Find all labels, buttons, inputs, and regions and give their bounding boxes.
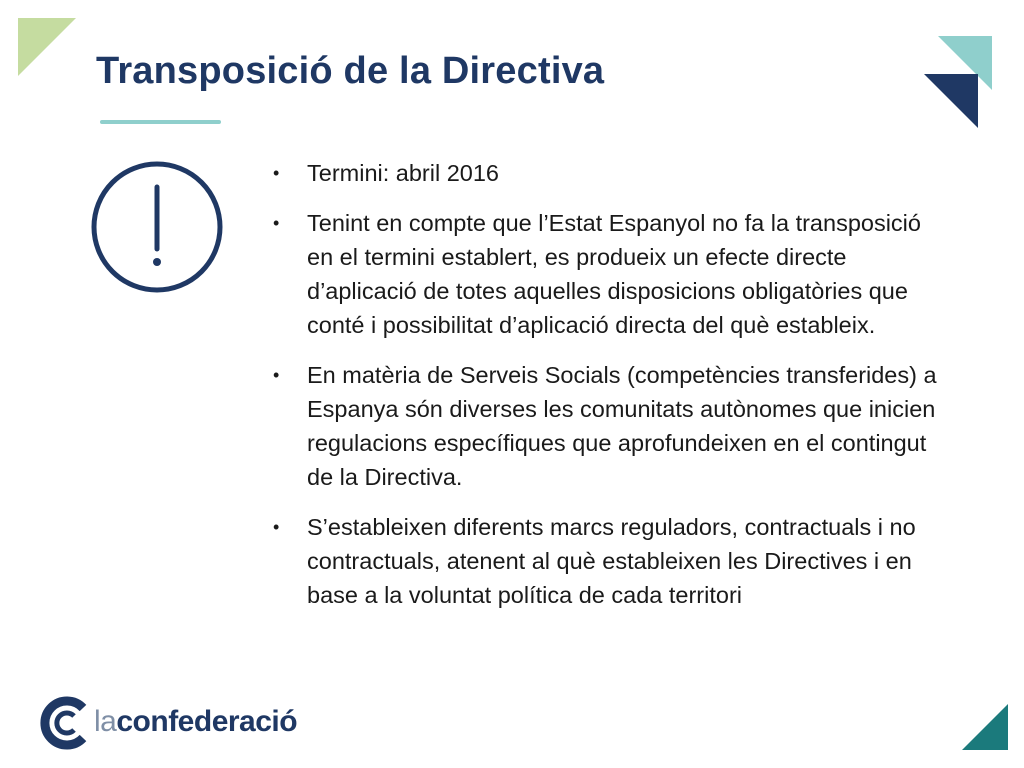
bullet-text: S’estableixen diferents marcs reguladors, contractuals i no contractuals, atenent al què estableixen les Directives i en base a la voluntat política de cada territori	[307, 514, 916, 608]
logo-wordmark	[94, 704, 297, 740]
bullet-text: En matèria de Serveis Socials (competències transferides) a Espanya són diverses les comunitats autònomes que inicien regulacions específiques que aprofundeixen en el contingut de la Directiva.	[307, 362, 937, 490]
bullet-text: Tenint en compte que l’Estat Espanyol no fa la transposició en el termini establert, es produeix un efecte directe d’aplicació de totes aquelles disposicions obligatòries que conté i possibilitat d’aplicació directa del què estableix.	[307, 210, 921, 338]
bullet-marker: •	[273, 163, 280, 183]
bullet-marker: •	[273, 213, 280, 233]
bullet-marker: •	[273, 517, 280, 537]
bullet-list	[270, 156, 950, 628]
bullet-item	[270, 156, 950, 190]
exclamation-circle-icon	[89, 159, 225, 295]
bullet-item	[270, 206, 950, 342]
logo-c-icon	[38, 696, 92, 750]
slide-title: Transposició de la Directiva	[96, 50, 605, 92]
logo-name: confederació	[116, 705, 298, 738]
bullet-item	[270, 358, 950, 494]
title-underline	[100, 120, 221, 124]
corner-triangles-top-right	[920, 30, 1000, 134]
corner-triangle-bottom-right	[960, 702, 1010, 752]
bullet-text: Termini: abril 2016	[307, 160, 500, 186]
corner-triangle-top-left	[18, 18, 78, 78]
organization-logo	[38, 696, 298, 754]
bullet-marker: •	[273, 365, 280, 385]
logo-prefix: la	[94, 705, 117, 738]
bullet-item	[270, 510, 950, 612]
